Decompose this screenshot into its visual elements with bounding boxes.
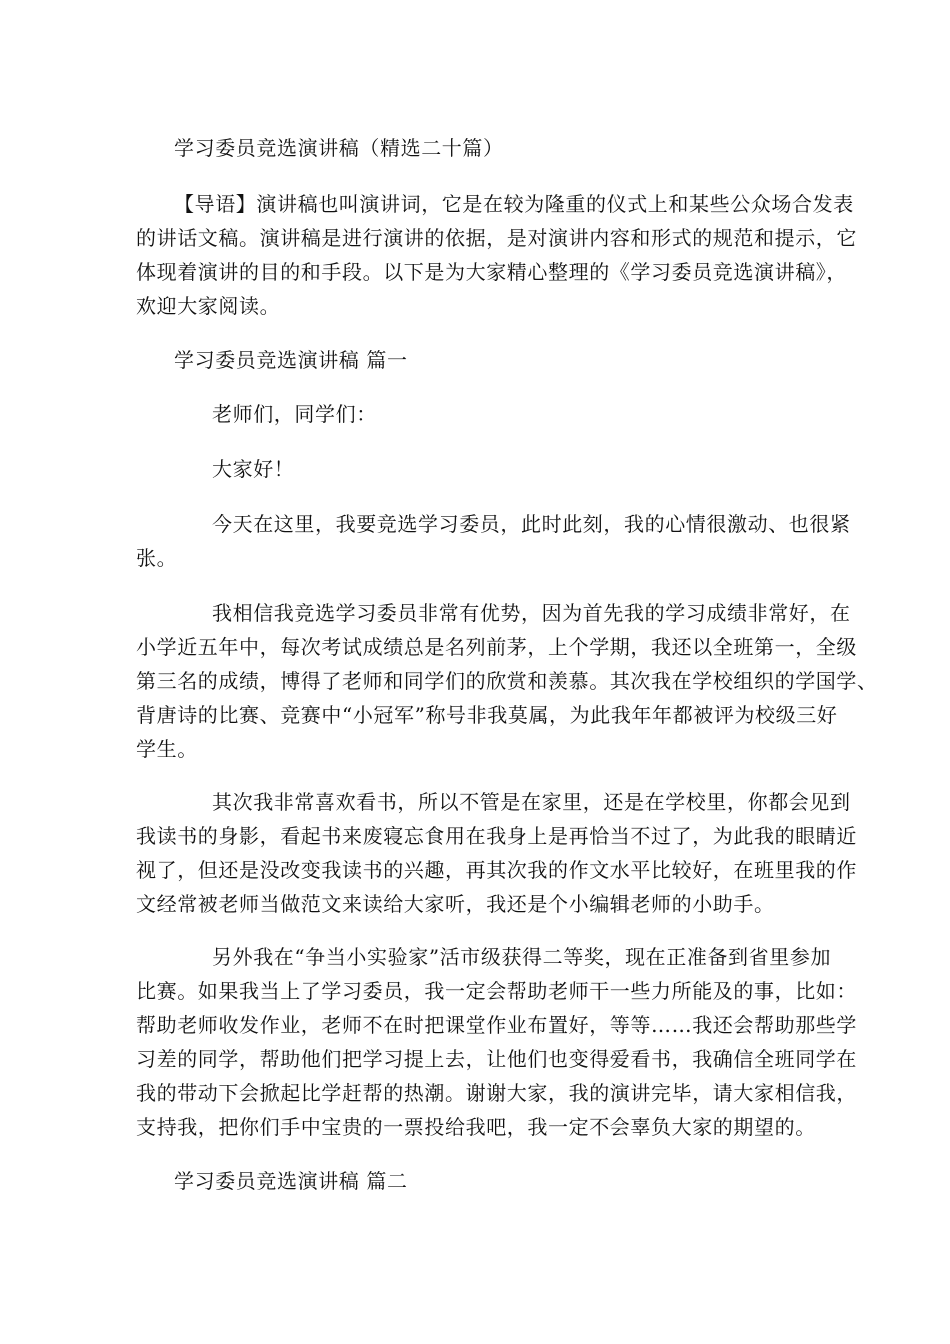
- p2-line-2: 小学近五年中，每次考试成绩总是名列前茅，上个学期，我还以全班第一，全级: [136, 635, 857, 659]
- intro-line-1: 【导语】演讲稿也叫演讲词，它是在较为隆重的仪式上和某些公众场合发表: [174, 192, 854, 216]
- greeting: 大家好！: [212, 457, 295, 481]
- p3-line-4: 文经常被老师当做范文来读给大家听，我还是个小编辑老师的小助手。: [136, 892, 775, 916]
- p2-line-1: 我相信我竞选学习委员非常有优势，因为首先我的学习成绩非常好，在: [212, 601, 851, 625]
- intro-line-4: 欢迎大家阅读。: [136, 294, 281, 318]
- section1-heading: 学习委员竞选演讲稿 篇一: [174, 348, 408, 372]
- p3-line-2: 我读书的身影，看起书来废寝忘食用在我身上是再恰当不过了，为此我的眼睛近: [136, 824, 857, 848]
- p3-line-3: 视了，但还是没改变我读书的兴趣，再其次我的作文水平比较好，在班里我的作: [136, 858, 857, 882]
- p4-line-1: 另外我在“争当小实验家”活市级获得二等奖，现在正准备到省里参加: [212, 945, 832, 969]
- salutation: 老师们，同学们：: [212, 402, 377, 426]
- p1-line-1: 今天在这里，我要竞选学习委员，此时此刻，我的心情很激动、也很紧: [212, 512, 851, 536]
- p4-line-5: 我的带动下会掀起比学赶帮的热潮。谢谢大家，我的演讲完毕，请大家相信我，: [136, 1081, 857, 1105]
- p1-line-2: 张。: [136, 546, 178, 570]
- p4-line-3: 帮助老师收发作业，老师不在时把课堂作业布置好，等等……我还会帮助那些学: [136, 1013, 857, 1037]
- p2-line-5: 学生。: [136, 737, 198, 761]
- p2-line-3: 第三名的成绩，博得了老师和同学们的欣赏和羡慕。其次我在学校组织的学国学、: [136, 669, 878, 693]
- intro-line-3: 体现着演讲的目的和手段。以下是为大家精心整理的《学习委员竞选演讲稿》，: [136, 260, 847, 284]
- p3-line-1: 其次我非常喜欢看书，所以不管是在家里，还是在学校里，你都会见到: [212, 790, 851, 814]
- p4-line-6: 支持我，把你们手中宝贵的一票投给我吧，我一定不会辜负大家的期望的。: [136, 1115, 816, 1139]
- p4-line-2: 比赛。如果我当上了学习委员，我一定会帮助老师干一些力所能及的事，比如：: [136, 979, 857, 1003]
- intro-line-2: 的讲话文稿。演讲稿是进行演讲的依据，是对演讲内容和形式的规范和提示，它: [136, 226, 857, 250]
- section2-heading: 学习委员竞选演讲稿 篇二: [174, 1169, 408, 1193]
- p2-line-4: 背唐诗的比赛、竞赛中“小冠军”称号非我莫属，为此我年年都被评为校级三好: [136, 703, 838, 727]
- document-title: 学习委员竞选演讲稿（精选二十篇）: [174, 136, 504, 160]
- p4-line-4: 习差的同学，帮助他们把学习提上去，让他们也变得爱看书，我确信全班同学在: [136, 1047, 857, 1071]
